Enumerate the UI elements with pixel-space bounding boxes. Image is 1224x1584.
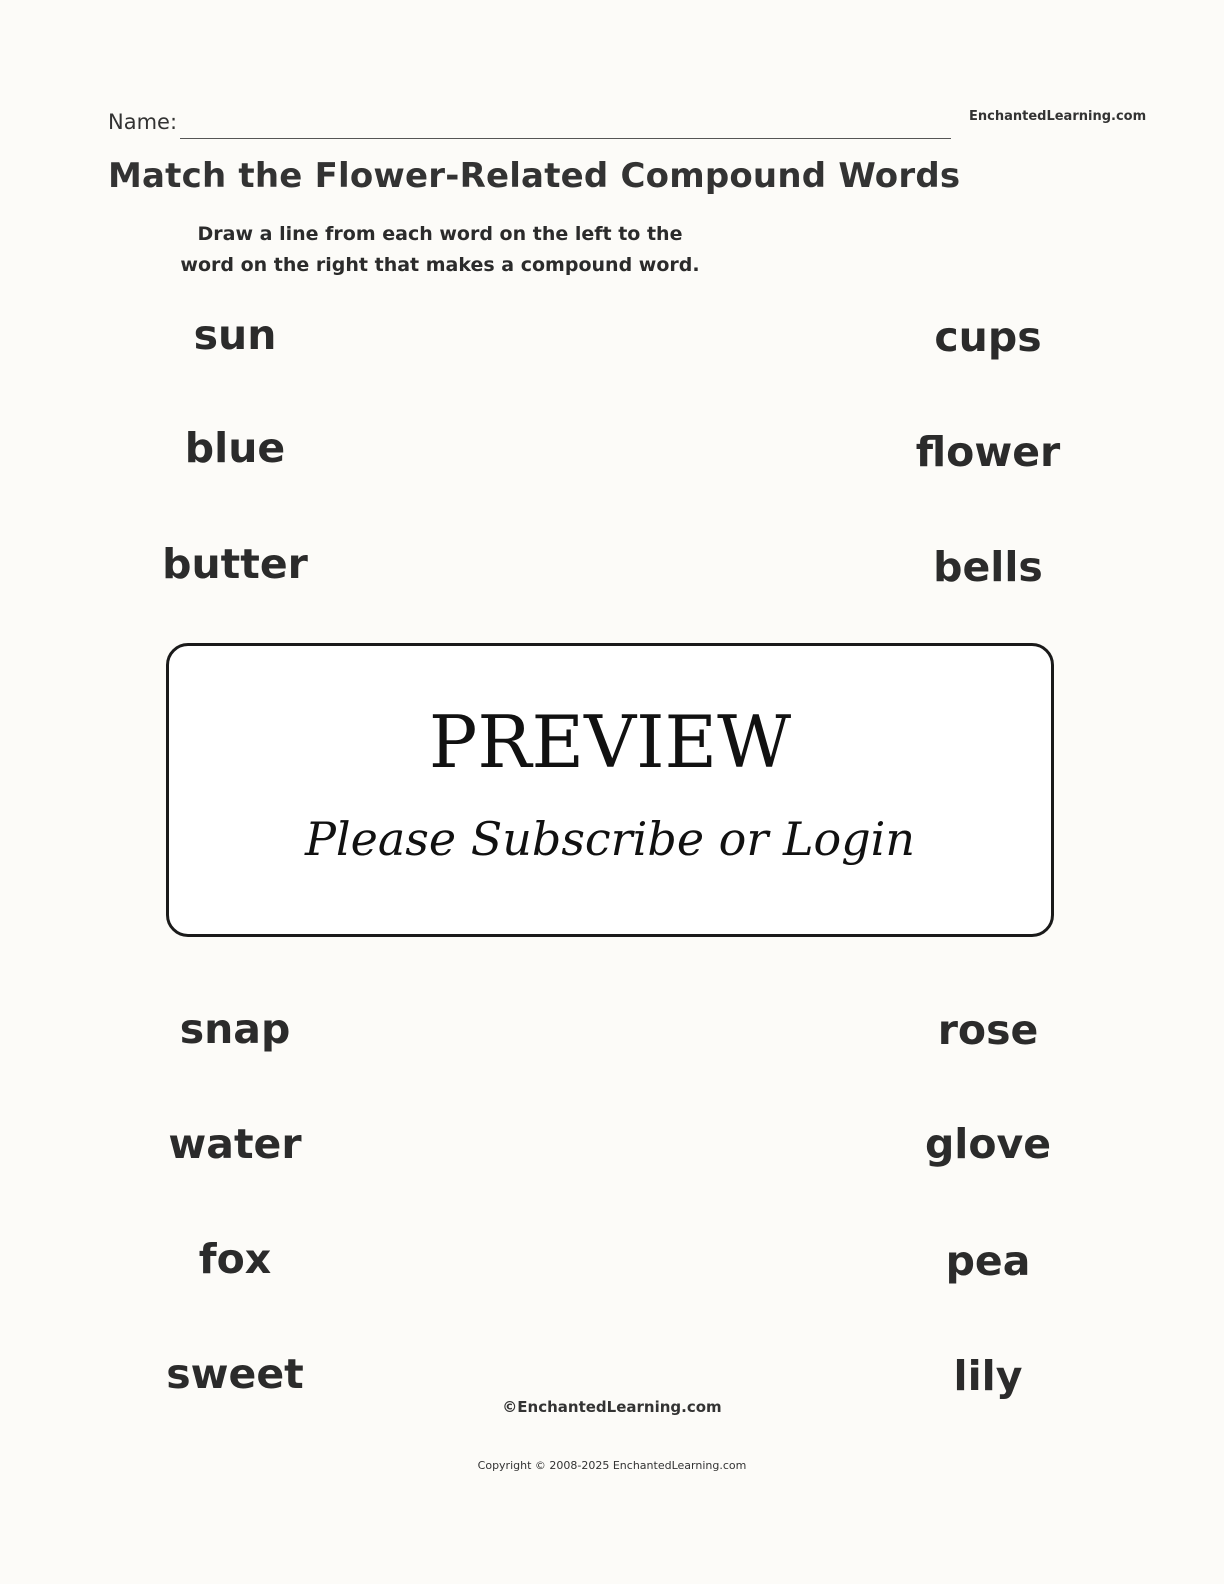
left-word-sun: sun [193, 311, 277, 359]
site-tag: EnchantedLearning.com [969, 109, 1147, 124]
copyright-text: Copyright © 2008-2025 EnchantedLearning.com [477, 1459, 747, 1472]
preview-box[interactable] [166, 643, 1054, 937]
left-word-butter: butter [162, 540, 308, 588]
left-word-water: water [168, 1120, 302, 1168]
right-word-rose: rose [937, 1006, 1039, 1054]
instructions-line-2: word on the right that makes a compound word. [180, 254, 700, 276]
instructions-line-1: Draw a line from each word on the left to the [197, 223, 683, 245]
right-word-bells: bells [933, 543, 1043, 591]
right-word-glove: glove [924, 1120, 1052, 1168]
left-word-sweet: sweet [166, 1350, 304, 1398]
left-word-blue: blue [184, 424, 286, 472]
credit-text: ©EnchantedLearning.com [502, 1398, 722, 1416]
preview-title: PREVIEW [428, 700, 792, 784]
left-word-snap: snap [179, 1005, 291, 1053]
preview-subtitle[interactable]: Please Subscribe or Login [304, 812, 916, 866]
name-label: Name: [108, 110, 178, 134]
right-word-cups: cups [934, 313, 1042, 361]
right-word-lily: lily [953, 1352, 1023, 1400]
right-word-flower: flower [915, 428, 1061, 476]
right-word-pea: pea [945, 1237, 1031, 1285]
page-title: Match the Flower-Related Compound Words [108, 156, 961, 196]
name-line [180, 138, 951, 139]
left-word-fox: fox [198, 1235, 272, 1283]
instructions [160, 219, 720, 281]
